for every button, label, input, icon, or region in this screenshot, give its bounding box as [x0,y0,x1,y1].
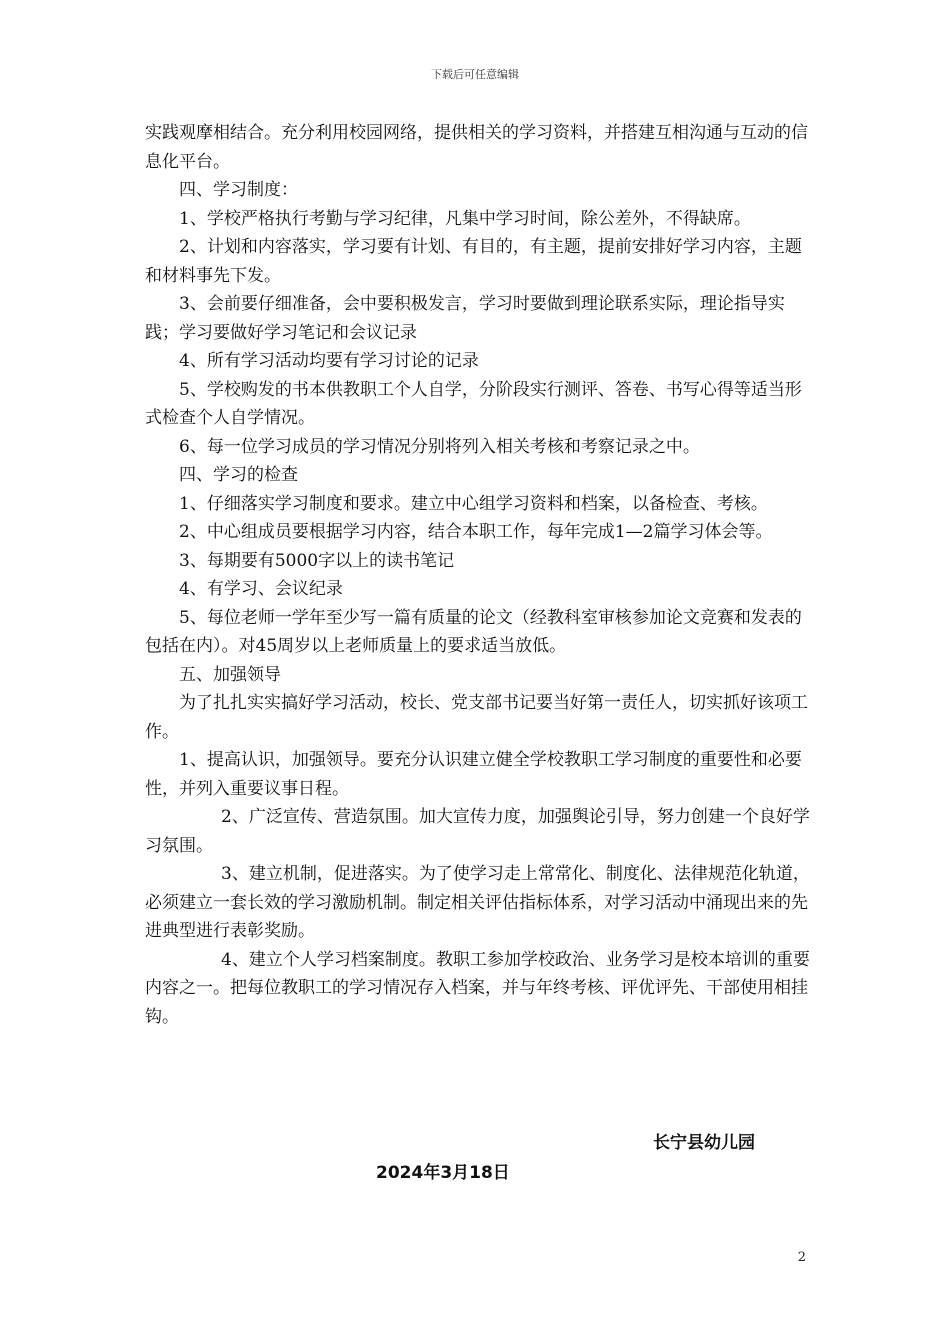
paragraph: 为了扎扎实实搞好学习活动，校长、党支部书记要当好第一责任人，切实抓好该项工作。 [145,693,808,742]
paragraph: 4、建立个人学习档案制度。教职工参加学校政治、业务学习是校本培训的重要内容之一。把每位教职工的学习情况存入档案，并与年终考核、评优评先、干部使用相挂钩。 [145,949,810,1027]
paragraph: 4、有学习、会议纪录 [179,579,343,599]
paragraph: 4、所有学习活动均要有学习讨论的记录 [179,351,479,371]
paragraph: 1、提高认识，加强领导。要充分认识建立健全学校教职工学习制度的重要性和必要性，并列入重要议事日程。 [145,750,802,799]
page-number: 2 [797,1250,806,1265]
paragraph: 3、会前要仔细准备，会中要积极发言，学习时要做到理论联系实际，理论指导实践；学习要做好学习笔记和会议记录 [145,294,785,343]
page-header: 下载后可任意编辑 [431,68,519,81]
paragraph: 1、仔细落实学习制度和要求。建立中心组学习资料和档案，以备检查、考核。 [179,493,768,514]
paragraph: 3、建立机制，促进落实。为了使学习走上常常化、制度化、法律规范化轨道，必须建立一套长效的学习激励机制。制定相关评估指标体系，对学习活动中涌现出来的先进典型进行表彰奖励。 [145,864,810,941]
signature-date: 2024年3月18日 [376,1163,510,1183]
paragraph: 1、学校严格执行考勤与学习纪律，凡集中学习时间，除公差外，不得缺席。 [179,208,751,229]
paragraph: 2、计划和内容落实，学习要有计划、有目的，有主题，提前安排好学习内容，主题和材料事先下发。 [145,237,802,286]
paragraph: 实践观摩相结合。充分利用校园网络，提供相关的学习资料，并搭建互相沟通与互动的信息化平台。 [145,123,808,172]
paragraph: 5、每位老师一学年至少写一篇有质量的论文（经教科室审核参加论文竞赛和发表的包括在内）。对45周岁以上老师质量上的要求适当放低。 [145,607,802,656]
paragraph: 2、广泛宣传、营造氛围。加大宣传力度，加强舆论引导，努力创建一个良好学习氛围。 [145,807,810,856]
paragraph: 五、加强领导 [179,664,281,685]
paragraph: 6、每一位学习成员的学习情况分别将列入相关考核和考察记录之中。 [179,436,700,457]
paragraph: 2、中心组成员要根据学习内容，结合本职工作，每年完成1—2篇学习体会等。 [179,522,773,542]
document-body [145,119,813,1031]
paragraph: 四、学习制度： [179,180,298,200]
paragraph: 5、学校购发的书本供教职工个人自学，分阶段实行测评、答卷、书写心得等适当形式检查个人自学情况。 [145,379,802,428]
signature-organization: 长宁县幼儿园 [653,1133,755,1153]
paragraph: 四、学习的检查 [179,465,298,485]
paragraph: 3、每期要有5000字以上的读书笔记 [179,550,455,571]
